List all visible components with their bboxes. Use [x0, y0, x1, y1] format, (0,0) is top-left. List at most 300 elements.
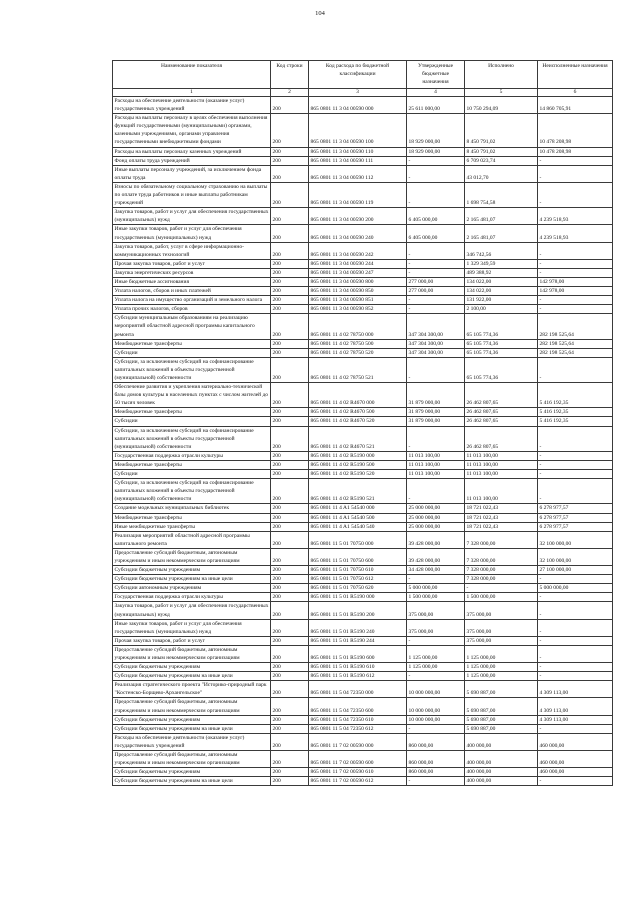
unexecuted-amount-cell: - — [538, 470, 613, 479]
table-row — [113, 314, 613, 339]
line-code-cell: 200 — [271, 296, 309, 305]
line-code-cell: 200 — [271, 156, 309, 165]
executed-amount-cell: 11 013 100,00 — [465, 451, 538, 460]
budget-code-cell: 865 0801 11 7 02 00590 000 — [309, 733, 407, 750]
table-row — [113, 751, 613, 768]
unexecuted-amount-cell: 460 000,00 — [538, 733, 613, 750]
line-code-cell: 200 — [271, 575, 309, 584]
table-row — [113, 584, 613, 593]
line-code-cell: 200 — [271, 531, 309, 548]
unexecuted-amount-cell: 4 309 113,00 — [538, 681, 613, 698]
indicator-name-cell: Межбюджетные трансферты — [113, 460, 271, 469]
budget-code-cell: 865 0801 11 4 02 78750 520 — [309, 348, 407, 357]
line-code-cell: 200 — [271, 724, 309, 733]
approved-amount-cell: 31 879 000,00 — [407, 383, 465, 408]
indicator-name-cell: Уплата налогов, сборов и иных платежей — [113, 287, 271, 296]
indicator-name-cell: Реализация мероприятий областной адресной программы капитального ремонта — [113, 531, 271, 548]
budget-code-cell: 865 0801 11 3 04 00590 112 — [309, 165, 407, 182]
indicator-name-cell: Межбюджетные трансферты — [113, 408, 271, 417]
line-code-cell: 200 — [271, 548, 309, 565]
executed-amount-cell: 346 742,56 — [465, 242, 538, 259]
approved-amount-cell: - — [407, 156, 465, 165]
budget-code-cell: 865 0801 11 4 02 R5190 000 — [309, 451, 407, 460]
approved-amount-cell: - — [407, 182, 465, 207]
line-code-cell: 200 — [271, 698, 309, 715]
budget-code-cell: 865 0801 11 3 04 00590 851 — [309, 296, 407, 305]
budget-code-cell: 865 0801 11 3 04 00590 240 — [309, 225, 407, 242]
budget-code-cell: 865 0801 11 3 04 00590 111 — [309, 156, 407, 165]
executed-amount-cell: 18 721 022,43 — [465, 504, 538, 513]
executed-amount-cell: 26 462 807,65 — [465, 383, 538, 408]
indicator-name-cell: Субсидии бюджетным учреждениям на иные цели — [113, 672, 271, 681]
approved-amount-cell: 39 428 000,00 — [407, 548, 465, 565]
indicator-name-cell: Расходы на выплаты персоналу в целях обеспечения выполнения функций государственными (муниципальными) органами, казенными учреждениями, органами управления государственными внебюджетными фондами — [113, 114, 271, 147]
unexecuted-amount-cell: 4 309 113,00 — [538, 715, 613, 724]
header-line-code: Код строки — [271, 61, 309, 89]
table-row — [113, 408, 613, 417]
table-body — [113, 97, 613, 786]
approved-amount-cell: 1 500 000,00 — [407, 593, 465, 602]
line-code-cell: 200 — [271, 636, 309, 645]
indicator-name-cell: Субсидии бюджетным учреждениям — [113, 768, 271, 777]
budget-code-cell: 865 0801 11 3 04 00590 110 — [309, 147, 407, 156]
approved-amount-cell: 11 013 100,00 — [407, 470, 465, 479]
table-row — [113, 663, 613, 672]
line-code-cell: 200 — [271, 208, 309, 225]
unexecuted-amount-cell: - — [538, 182, 613, 207]
line-code-cell: 200 — [271, 715, 309, 724]
line-code-cell: 200 — [271, 114, 309, 147]
budget-code-cell: 865 0801 11 3 04 00590 800 — [309, 277, 407, 286]
line-code-cell: 200 — [271, 768, 309, 777]
table-row — [113, 259, 613, 268]
indicator-name-cell: Иные выплаты персоналу учреждений, за исключением фонда оплаты труда — [113, 165, 271, 182]
executed-amount-cell: 43 012,70 — [465, 165, 538, 182]
table-row — [113, 165, 613, 182]
budget-code-cell: 865 0801 11 5 01 R5190 244 — [309, 636, 407, 645]
indicator-name-cell: Субсидии бюджетным учреждениям на иные цели — [113, 575, 271, 584]
budget-code-cell: 865 0801 11 3 04 00590 200 — [309, 208, 407, 225]
unexecuted-amount-cell: 4 239 518,93 — [538, 208, 613, 225]
budget-code-cell: 865 0801 11 5 01 R5190 200 — [309, 602, 407, 619]
budget-code-cell: 865 0801 11 4 02 R5190 521 — [309, 479, 407, 504]
approved-amount-cell: 6 405 000,00 — [407, 225, 465, 242]
executed-amount-cell: 26 462 807,65 — [465, 417, 538, 426]
table-row — [113, 548, 613, 565]
executed-amount-cell: 7 328 000,00 — [465, 531, 538, 548]
table-row — [113, 287, 613, 296]
indicator-name-cell: Закупка товаров, работ и услуг для обеспечения государственных (муниципальных) нужд — [114, 603, 269, 618]
unexecuted-amount-cell: - — [538, 259, 613, 268]
indicator-name-cell: Предоставление субсидий бюджетным, автономным учреждениям и иным некоммерческим организациям — [113, 751, 271, 768]
executed-amount-cell: 8 450 791,02 — [465, 147, 538, 156]
table-header — [113, 61, 613, 97]
table-row — [113, 698, 613, 715]
executed-amount-cell: 400 000,00 — [465, 768, 538, 777]
indicator-name-cell: Субсидии — [113, 417, 271, 426]
indicator-name-cell: Создание модельных муниципальных библиотек — [113, 504, 271, 513]
indicator-name-cell: Государственная поддержка отрасли культуры — [113, 451, 271, 460]
line-code-cell: 200 — [271, 147, 309, 156]
indicator-name-cell: Субсидии муниципальным образованиям на реализацию мероприятий областной адресной программы капитального ремонта — [113, 314, 271, 339]
budget-code-cell: 865 0801 11 5 01 70750 000 — [309, 531, 407, 548]
table-row — [113, 619, 613, 636]
approved-amount-cell: 18 929 000,00 — [407, 114, 465, 147]
indicator-name-cell: Субсидии, за исключением субсидий на софинансирование капитальных вложений в объекты государственной (муниципальной) собственности — [113, 426, 271, 451]
line-code-cell: 200 — [271, 751, 309, 768]
budget-code-cell: 865 0801 11 5 01 R5190 600 — [309, 645, 407, 662]
budget-code-cell: 865 0801 11 4 02 R4670 520 — [309, 417, 407, 426]
table-row — [113, 672, 613, 681]
unexecuted-amount-cell: - — [538, 672, 613, 681]
approved-amount-cell: 10 000 000,00 — [407, 698, 465, 715]
executed-amount-cell: 2 165 481,07 — [465, 225, 538, 242]
table-row — [113, 242, 613, 259]
line-code-cell: 200 — [271, 663, 309, 672]
budget-code-cell: 865 0801 11 3 04 00590 244 — [309, 259, 407, 268]
executed-amount-cell: 400 000,00 — [465, 751, 538, 768]
approved-amount-cell: 347 304 300,00 — [407, 314, 465, 339]
indicator-name-cell: Прочая закупка товаров, работ и услуг — [113, 636, 271, 645]
line-code-cell: 200 — [271, 314, 309, 339]
line-code-cell: 200 — [271, 97, 309, 114]
approved-amount-cell: - — [407, 479, 465, 504]
budget-code-cell: 865 0801 11 4 02 R5190 520 — [309, 470, 407, 479]
budget-code-cell: 865 0801 11 4 02 78750 521 — [309, 357, 407, 382]
table-row — [113, 147, 613, 156]
table-row — [113, 268, 613, 277]
executed-amount-cell: 65 105 774,36 — [465, 357, 538, 382]
approved-amount-cell: 860 000,00 — [407, 751, 465, 768]
column-number-row — [113, 89, 613, 97]
unexecuted-amount-cell: 142 978,00 — [538, 287, 613, 296]
indicator-name-cell: Закупка товаров, работ, услуг в сфере информационно-коммуникационных технологий — [113, 242, 271, 259]
header-unexecuted-amount: Неисполненные назначения — [538, 61, 613, 89]
budget-code-cell: 865 0801 11 3 04 00590 247 — [309, 268, 407, 277]
header-approved-amount: Утвержденные бюджетные назначения — [407, 61, 465, 89]
indicator-name-cell: Субсидии — [113, 348, 271, 357]
indicator-name-cell: Иные закупки товаров, работ и услуг для обеспечения государственных (муниципальных) нужд — [113, 225, 271, 242]
unexecuted-amount-cell: 282 198 525,64 — [538, 339, 613, 348]
indicator-name-cell: Расходы на обеспечение деятельности (оказание услуг) государственных учреждений — [113, 733, 271, 750]
approved-amount-cell: 375 000,00 — [407, 602, 465, 619]
executed-amount-cell: 11 013 100,00 — [465, 479, 538, 504]
budget-code-cell: 865 0801 11 3 04 00590 100 — [309, 114, 407, 147]
approved-amount-cell: 1 125 000,00 — [407, 663, 465, 672]
executed-amount-cell: 65 105 774,36 — [465, 348, 538, 357]
executed-amount-cell: - — [465, 584, 538, 593]
line-code-cell: 200 — [271, 602, 309, 619]
budget-code-cell: 865 0801 11 4 02 78750 000 — [309, 314, 407, 339]
line-code-cell: 200 — [271, 733, 309, 750]
unexecuted-amount-cell: 460 000,00 — [538, 768, 613, 777]
budget-code-cell: 865 0801 11 5 01 70750 610 — [309, 566, 407, 575]
approved-amount-cell: 31 879 000,00 — [407, 417, 465, 426]
executed-amount-cell: 5 690 887,00 — [465, 715, 538, 724]
indicator-name-cell: Реализация стратегического проекта "Историко-природный парк "Костенско-Борщево-Архангельское" — [113, 681, 271, 698]
line-code-cell: 200 — [271, 451, 309, 460]
executed-amount-cell: 7 328 000,00 — [465, 548, 538, 565]
indicator-name-cell: Субсидии бюджетным учреждениям на иные цели — [113, 777, 271, 786]
header-indicator-name: Наименование показателя — [113, 61, 271, 89]
executed-amount-cell: 10 750 294,09 — [465, 97, 538, 114]
indicator-name-cell: Предоставление субсидий бюджетным, автономным учреждениям и иным некоммерческим организациям — [113, 698, 271, 715]
unexecuted-amount-cell: 5 000 000,00 — [538, 584, 613, 593]
line-code-cell: 200 — [271, 305, 309, 314]
indicator-name-cell: Закупка энергетических ресурсов — [113, 268, 271, 277]
column-number: 2 — [271, 89, 309, 97]
approved-amount-cell: 11 013 100,00 — [407, 451, 465, 460]
unexecuted-amount-cell: 5 416 192,35 — [538, 417, 613, 426]
unexecuted-amount-cell: - — [538, 593, 613, 602]
budget-code-cell: 865 0801 11 4 02 R4670 521 — [309, 426, 407, 451]
table-row — [113, 777, 613, 786]
unexecuted-amount-cell: - — [538, 479, 613, 504]
table-row — [113, 768, 613, 777]
table-row — [113, 733, 613, 750]
executed-amount-cell: 2 165 481,07 — [465, 208, 538, 225]
unexecuted-amount-cell: 142 978,00 — [538, 277, 613, 286]
budget-code-cell: 865 0801 11 4 02 78750 500 — [309, 339, 407, 348]
table-row — [113, 636, 613, 645]
table-row — [113, 513, 613, 522]
approved-amount-cell: - — [407, 165, 465, 182]
unexecuted-amount-cell: 460 000,00 — [538, 751, 613, 768]
approved-amount-cell: 860 000,00 — [407, 733, 465, 750]
approved-amount-cell: 25 000 000,00 — [407, 504, 465, 513]
line-code-cell: 200 — [271, 268, 309, 277]
approved-amount-cell: 860 000,00 — [407, 768, 465, 777]
unexecuted-amount-cell: 5 416 192,35 — [538, 383, 613, 408]
unexecuted-amount-cell: - — [538, 777, 613, 786]
unexecuted-amount-cell: - — [538, 724, 613, 733]
table-row — [113, 383, 613, 408]
executed-amount-cell: 11 013 100,00 — [465, 470, 538, 479]
indicator-name-cell: Уплата прочих налогов, сборов — [113, 305, 271, 314]
executed-amount-cell: 26 462 807,65 — [465, 426, 538, 451]
table-row — [113, 417, 613, 426]
table-row — [113, 357, 613, 382]
line-code-cell: 200 — [271, 348, 309, 357]
approved-amount-cell: 277 000,00 — [407, 287, 465, 296]
unexecuted-amount-cell: 14 860 705,91 — [538, 97, 613, 114]
line-code-cell: 200 — [271, 619, 309, 636]
approved-amount-cell: 34 428 000,00 — [407, 566, 465, 575]
table-row — [113, 602, 613, 619]
line-code-cell: 200 — [271, 593, 309, 602]
unexecuted-amount-cell: 6 278 977,57 — [538, 522, 613, 531]
approved-amount-cell: 31 879 000,00 — [407, 408, 465, 417]
unexecuted-amount-cell: - — [538, 663, 613, 672]
unexecuted-amount-cell: 32 100 000,00 — [538, 548, 613, 565]
table-row — [113, 681, 613, 698]
line-code-cell: 200 — [271, 504, 309, 513]
executed-amount-cell: 5 690 887,00 — [465, 698, 538, 715]
line-code-cell: 200 — [271, 225, 309, 242]
column-number: 3 — [309, 89, 407, 97]
approved-amount-cell: - — [407, 296, 465, 305]
approved-amount-cell: 347 304 300,00 — [407, 339, 465, 348]
indicator-name-cell: Иные межбюджетные трансферты — [113, 522, 271, 531]
executed-amount-cell: 489 388,92 — [465, 268, 538, 277]
executed-amount-cell: 5 690 887,00 — [465, 724, 538, 733]
approved-amount-cell: - — [407, 268, 465, 277]
table-row — [113, 470, 613, 479]
budget-code-cell: 865 0801 11 4 A1 54540 540 — [309, 522, 407, 531]
table-row — [113, 645, 613, 662]
unexecuted-amount-cell: - — [538, 619, 613, 636]
line-code-cell: 200 — [271, 242, 309, 259]
table-row — [113, 339, 613, 348]
unexecuted-amount-cell: - — [538, 636, 613, 645]
approved-amount-cell: 5 000 000,00 — [407, 584, 465, 593]
table-row — [113, 156, 613, 165]
approved-amount-cell: - — [407, 672, 465, 681]
executed-amount-cell: 1 329 349,59 — [465, 259, 538, 268]
executed-amount-cell: 375 000,00 — [465, 619, 538, 636]
budget-code-cell: 865 0801 11 3 04 00590 242 — [309, 242, 407, 259]
budget-code-cell: 865 0801 11 5 01 R5190 000 — [309, 593, 407, 602]
approved-amount-cell: 375 000,00 — [407, 619, 465, 636]
unexecuted-amount-cell: - — [538, 165, 613, 182]
budget-code-cell: 865 0801 11 7 02 00590 610 — [309, 768, 407, 777]
executed-amount-cell: 11 013 100,00 — [465, 460, 538, 469]
executed-amount-cell: 65 105 774,36 — [465, 339, 538, 348]
header-executed-amount: Исполнено — [465, 61, 538, 89]
line-code-cell: 200 — [271, 470, 309, 479]
approved-amount-cell: 25 000 000,00 — [407, 513, 465, 522]
budget-code-cell: 865 0801 11 5 04 72350 600 — [309, 698, 407, 715]
unexecuted-amount-cell: 6 278 977,57 — [538, 504, 613, 513]
indicator-name-cell: Расходы на выплаты персоналу казенных учреждений — [113, 147, 271, 156]
line-code-cell: 200 — [271, 426, 309, 451]
line-code-cell: 200 — [271, 182, 309, 207]
approved-amount-cell: 25 611 000,00 — [407, 97, 465, 114]
budget-code-cell: 865 0801 11 4 A1 54540 500 — [309, 513, 407, 522]
line-code-cell: 200 — [271, 479, 309, 504]
line-code-cell: 200 — [271, 584, 309, 593]
line-code-cell: 200 — [271, 287, 309, 296]
header-budget-code: Код расхода по бюджетной классификации — [309, 61, 407, 89]
indicator-name-cell: Субсидии бюджетным учреждениям — [113, 566, 271, 575]
column-number: 5 — [465, 89, 538, 97]
line-code-cell: 200 — [271, 777, 309, 786]
table-row — [113, 277, 613, 286]
indicator-name-cell: Закупка товаров, работ и услуг для обеспечения государственных (муниципальных) нужд — [114, 209, 269, 224]
approved-amount-cell: 1 125 000,00 — [407, 645, 465, 662]
indicator-name-cell: Межбюджетные трансферты — [113, 339, 271, 348]
executed-amount-cell: 1 125 000,00 — [465, 663, 538, 672]
approved-amount-cell: - — [407, 426, 465, 451]
unexecuted-amount-cell: 10 478 208,98 — [538, 147, 613, 156]
budget-code-cell: 865 0801 11 5 01 R5190 240 — [309, 619, 407, 636]
table-row — [113, 460, 613, 469]
indicator-name-cell: Субсидии бюджетным учреждениям — [113, 663, 271, 672]
budget-code-cell: 865 0801 11 4 02 R5190 500 — [309, 460, 407, 469]
approved-amount-cell: - — [407, 724, 465, 733]
budget-code-cell: 865 0801 11 7 02 00590 600 — [309, 751, 407, 768]
header-row — [113, 61, 613, 89]
table-row — [113, 426, 613, 451]
executed-amount-cell: 26 462 807,65 — [465, 408, 538, 417]
indicator-name-cell: Субсидии автономным учреждениям — [113, 584, 271, 593]
budget-code-cell: 865 0801 11 4 A1 54540 000 — [309, 504, 407, 513]
unexecuted-amount-cell: 6 278 977,57 — [538, 513, 613, 522]
line-code-cell: 200 — [271, 522, 309, 531]
approved-amount-cell: 11 013 100,00 — [407, 460, 465, 469]
approved-amount-cell: 277 000,00 — [407, 277, 465, 286]
approved-amount-cell: - — [407, 242, 465, 259]
approved-amount-cell: - — [407, 777, 465, 786]
line-code-cell: 200 — [271, 383, 309, 408]
executed-amount-cell: 18 721 022,43 — [465, 522, 538, 531]
unexecuted-amount-cell: - — [538, 602, 613, 619]
unexecuted-amount-cell: 282 198 525,64 — [538, 314, 613, 339]
indicator-name-cell: Субсидии бюджетным учреждениям на иные цели — [113, 724, 271, 733]
executed-amount-cell: 134 022,00 — [465, 277, 538, 286]
page-number: 104 — [315, 10, 325, 17]
budget-execution-table — [112, 60, 613, 786]
budget-code-cell: 865 0801 11 5 01 70750 620 — [309, 584, 407, 593]
line-code-cell: 200 — [271, 165, 309, 182]
budget-code-cell: 865 0801 11 3 04 00590 850 — [309, 287, 407, 296]
indicator-name-cell: Государственная поддержка отрасли культуры — [113, 593, 271, 602]
executed-amount-cell: 6 709 023,74 — [465, 156, 538, 165]
unexecuted-amount-cell: - — [538, 645, 613, 662]
approved-amount-cell: - — [407, 305, 465, 314]
line-code-cell: 200 — [271, 681, 309, 698]
indicator-name-cell: Межбюджетные трансферты — [113, 513, 271, 522]
executed-amount-cell: 2 100,00 — [465, 305, 538, 314]
indicator-name-cell: Субсидии, за исключением субсидий на софинансирование капитальных вложений в объекты государственной (муниципальной) собственности — [113, 479, 271, 504]
unexecuted-amount-cell: - — [538, 460, 613, 469]
table-row — [113, 566, 613, 575]
approved-amount-cell: 6 405 000,00 — [407, 208, 465, 225]
unexecuted-amount-cell: - — [538, 156, 613, 165]
budget-code-cell: 865 0801 11 5 04 72350 610 — [309, 715, 407, 724]
unexecuted-amount-cell: 4 309 113,00 — [538, 698, 613, 715]
budget-code-cell: 865 0801 11 5 01 70750 600 — [309, 548, 407, 565]
line-code-cell: 200 — [271, 513, 309, 522]
budget-code-cell: 865 0801 11 3 04 00590 000 — [309, 97, 407, 114]
line-code-cell: 200 — [271, 672, 309, 681]
unexecuted-amount-cell: - — [538, 575, 613, 584]
budget-code-cell: 865 0801 11 4 02 R4670 000 — [309, 383, 407, 408]
indicator-name-cell: Субсидии — [113, 470, 271, 479]
column-number: 1 — [113, 89, 271, 97]
approved-amount-cell: - — [407, 575, 465, 584]
table-row — [113, 451, 613, 460]
approved-amount-cell: 10 000 000,00 — [407, 715, 465, 724]
unexecuted-amount-cell: - — [538, 451, 613, 460]
approved-amount-cell: 347 304 300,00 — [407, 348, 465, 357]
executed-amount-cell: 1 125 000,00 — [465, 645, 538, 662]
line-code-cell: 200 — [271, 259, 309, 268]
executed-amount-cell: 1 125 000,00 — [465, 672, 538, 681]
approved-amount-cell: 39 428 000,00 — [407, 531, 465, 548]
unexecuted-amount-cell: 27 100 000,00 — [538, 566, 613, 575]
table-row — [113, 97, 613, 114]
unexecuted-amount-cell: 282 198 525,64 — [538, 348, 613, 357]
unexecuted-amount-cell: 4 239 518,93 — [538, 225, 613, 242]
approved-amount-cell: 25 000 000,00 — [407, 522, 465, 531]
table-row — [113, 715, 613, 724]
executed-amount-cell: 1 500 000,00 — [465, 593, 538, 602]
line-code-cell: 200 — [271, 339, 309, 348]
table-row — [113, 305, 613, 314]
indicator-name-cell: Субсидии бюджетным учреждениям — [113, 715, 271, 724]
executed-amount-cell: 7 328 000,00 — [465, 566, 538, 575]
